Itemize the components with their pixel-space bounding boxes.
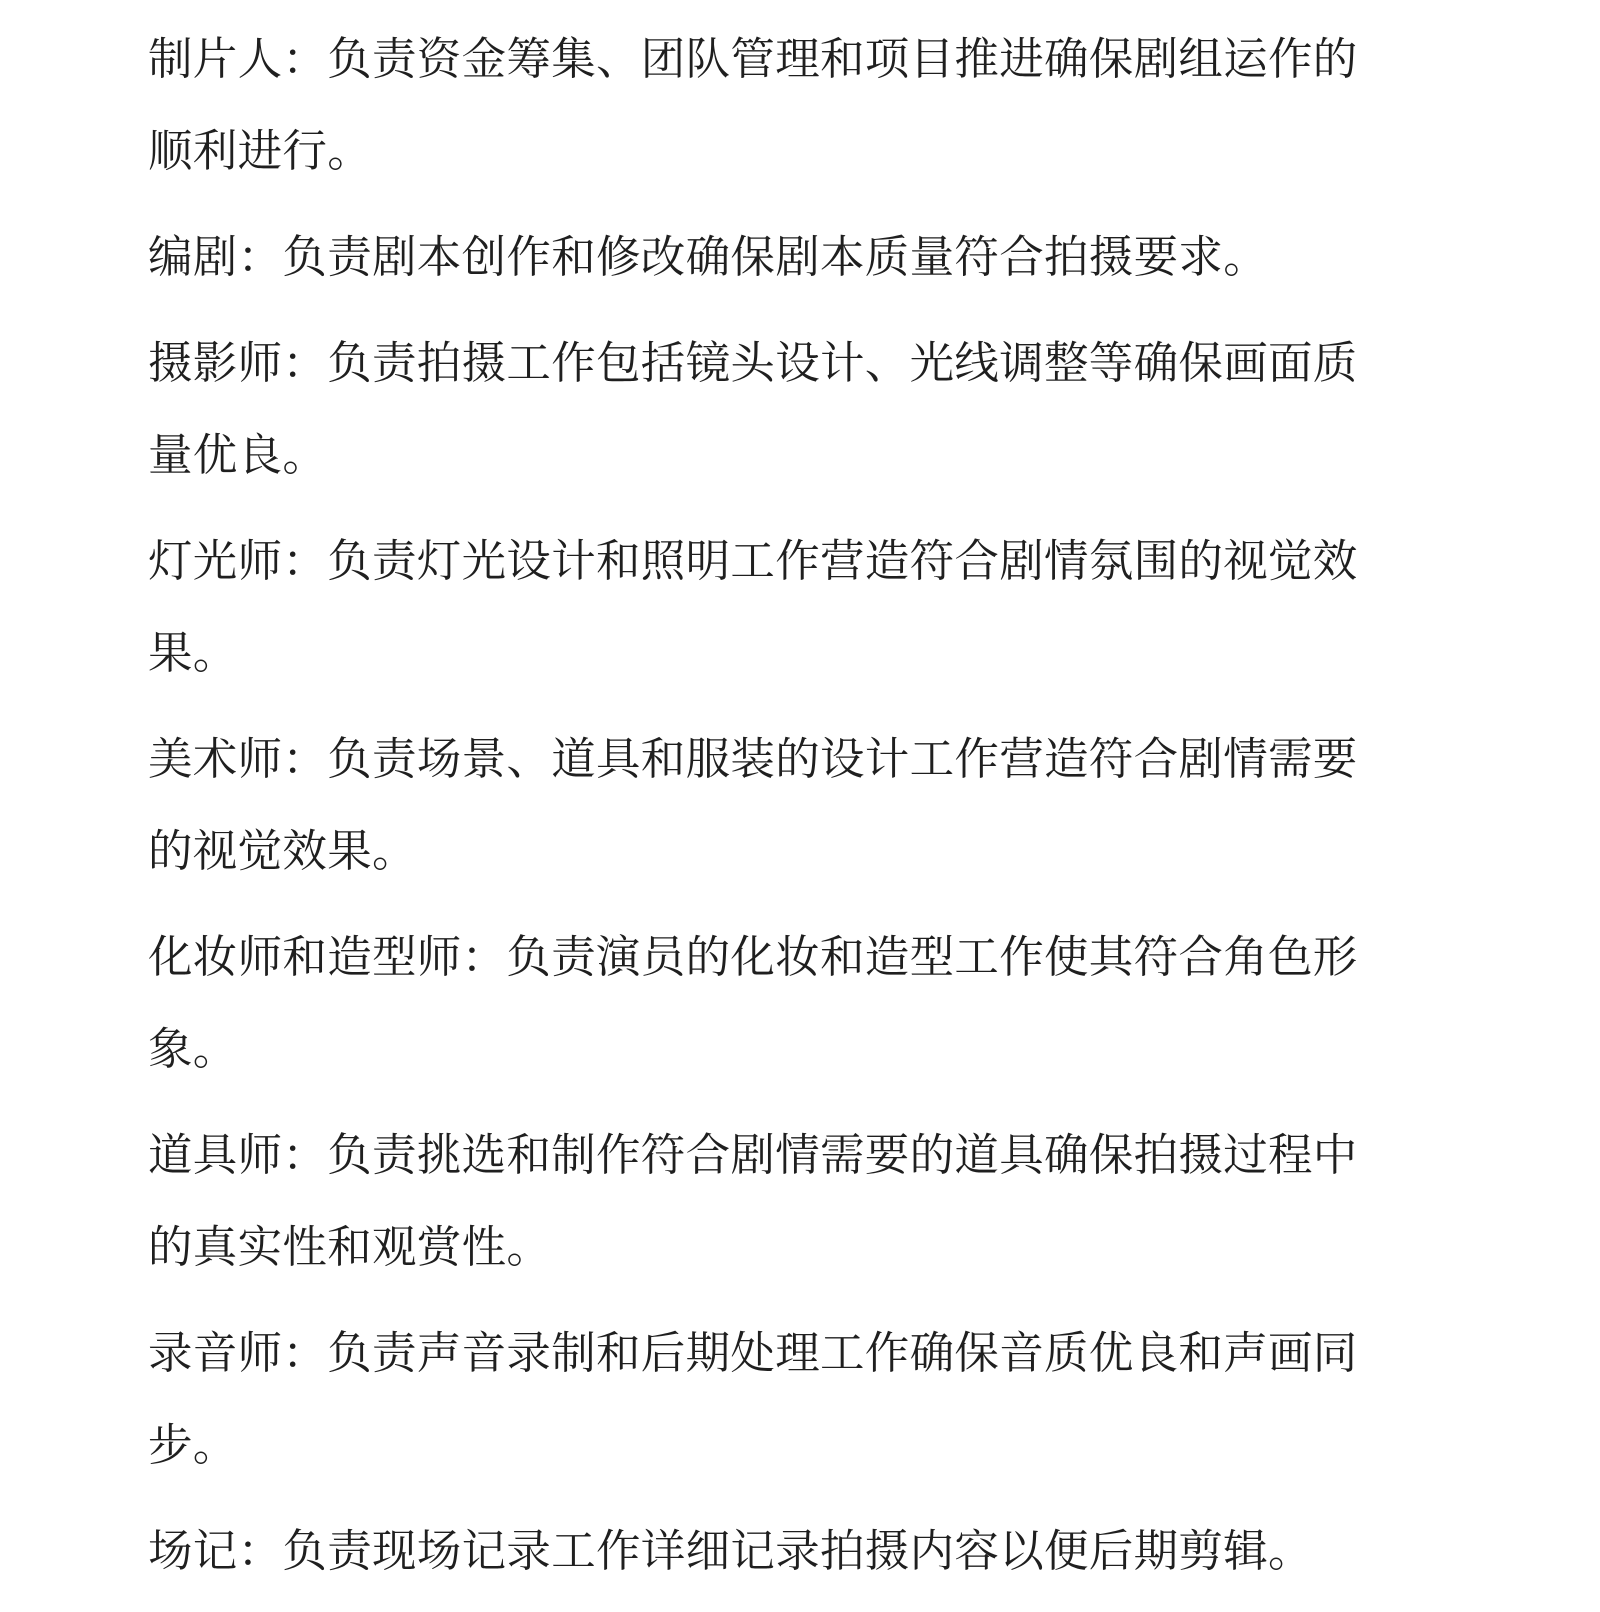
paragraph-producer: 制片人：负责资金筹集、团队管理和项目推进确保剧组运作的顺利进行。 bbox=[148, 34, 1358, 177]
paragraph-lighting: 灯光师：负责灯光设计和照明工作营造符合剧情氛围的视觉效果。 bbox=[148, 536, 1358, 679]
paragraph-props: 道具师：负责挑选和制作符合剧情需要的道具确保拍摄过程中的真实性和观赏性。 bbox=[148, 1130, 1358, 1273]
paragraph-art-director: 美术师：负责场景、道具和服装的设计工作营造符合剧情需要的视觉效果。 bbox=[148, 734, 1358, 877]
paragraph-sound: 录音师：负责声音录制和后期处理工作确保音质优良和声画同步。 bbox=[148, 1328, 1358, 1471]
document-body bbox=[148, 14, 1402, 1612]
paragraph-screenwriter: 编剧：负责剧本创作和修改确保剧本质量符合拍摄要求。 bbox=[148, 232, 1269, 283]
paragraph-script-supervisor: 场记：负责现场记录工作详细记录拍摄内容以便后期剪辑。 bbox=[148, 1526, 1313, 1577]
paragraph-makeup-stylist: 化妆师和造型师：负责演员的化妆和造型工作使其符合角色形象。 bbox=[148, 932, 1358, 1075]
paragraph-cinematographer: 摄影师：负责拍摄工作包括镜头设计、光线调整等确保画面质量优良。 bbox=[148, 338, 1358, 481]
